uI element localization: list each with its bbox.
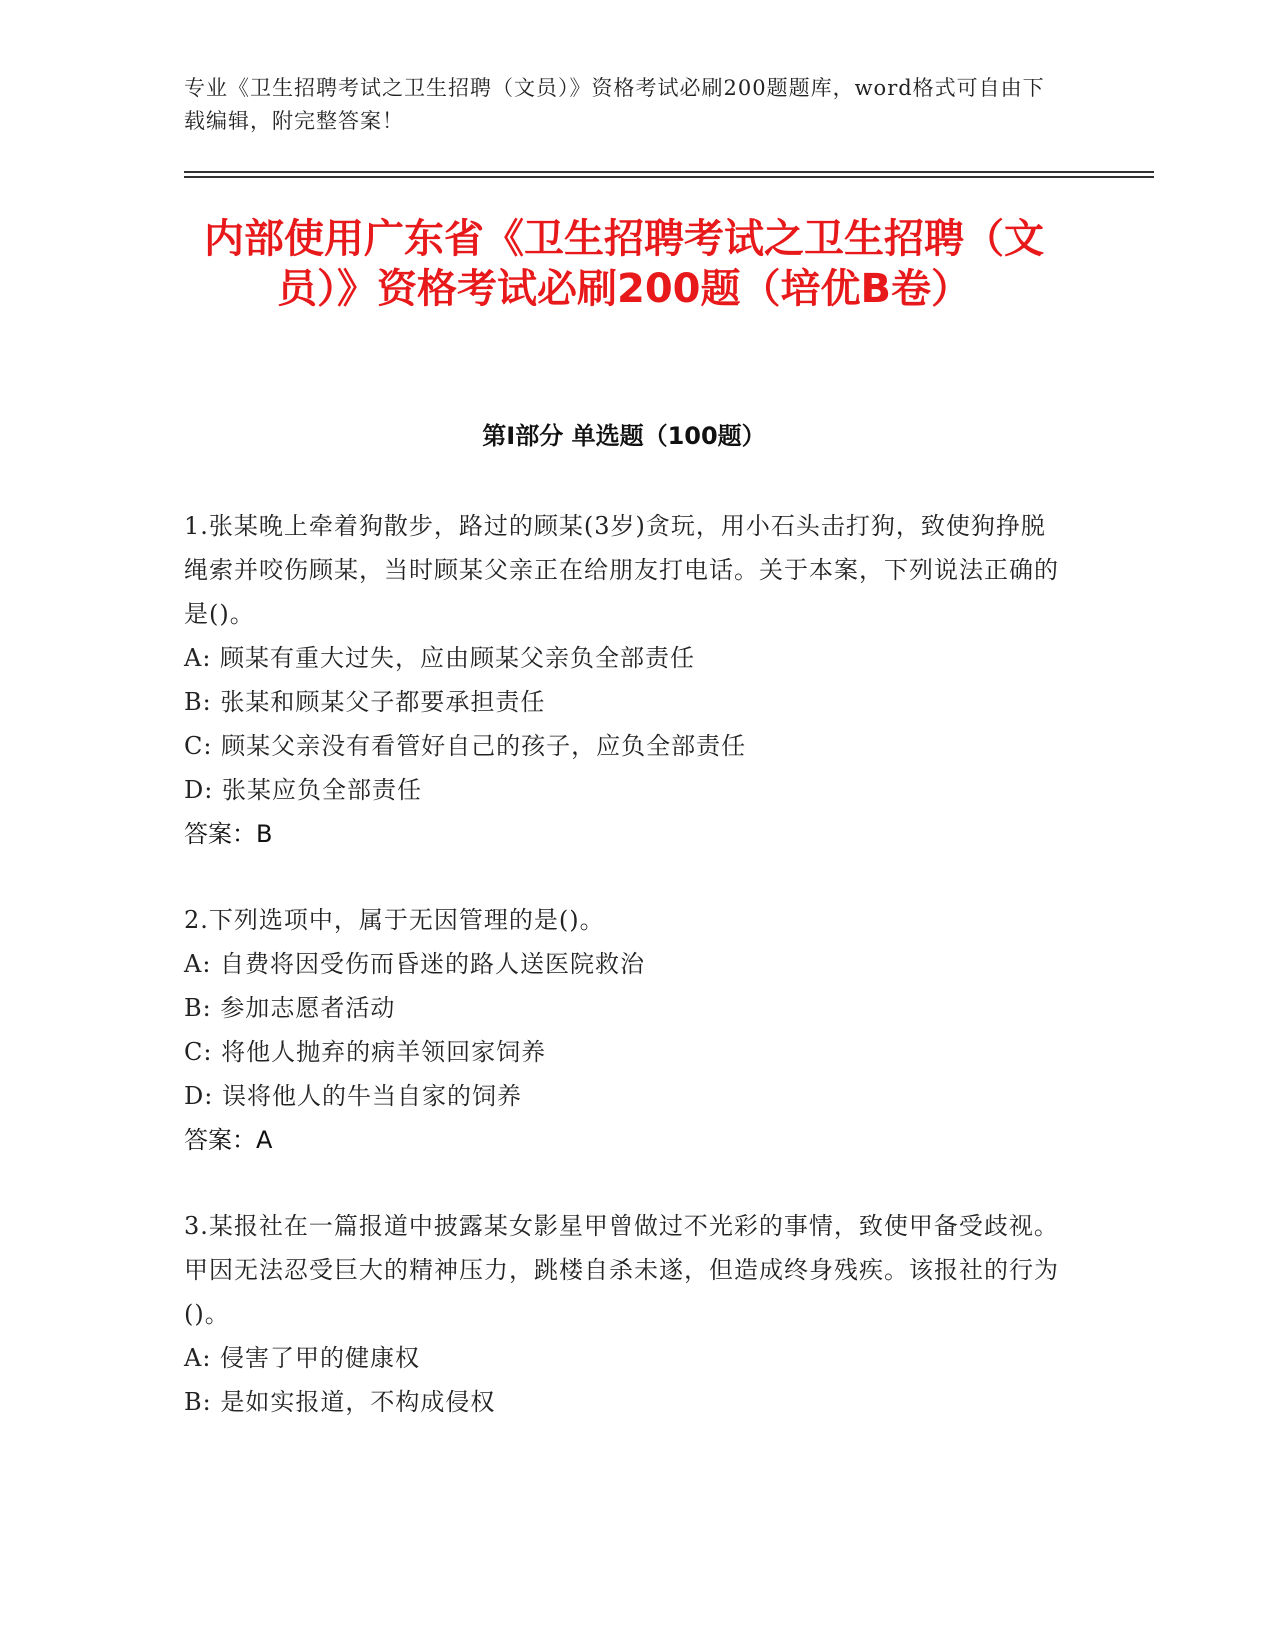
option-b: B: 张某和顾某父子都要承担责任 xyxy=(184,688,546,716)
option-d: D: 误将他人的牛当自家的饲养 xyxy=(184,1082,522,1110)
option-a: A: 自费将因受伤而昏迷的路人送医院救治 xyxy=(184,950,646,978)
option-a: A: 顾某有重大过失，应由顾某父亲负全部责任 xyxy=(184,644,696,672)
question-spacer xyxy=(184,856,1064,898)
option-c: C: 顾某父亲没有看管好自己的孩子，应负全部责任 xyxy=(184,732,747,760)
question-stem: 1.张某晚上牵着狗散步，路过的顾某(3岁)贪玩，用小石头击打狗，致使狗挣脱绳索并咬伤顾某，当时顾某父亲正在给朋友打电话。关于本案，下列说法正确的是()。 xyxy=(184,512,1059,628)
question-stem: 2.下列选项中，属于无因管理的是()。 xyxy=(184,906,605,934)
question-list xyxy=(184,504,1064,1424)
question-1 xyxy=(184,504,1064,856)
question-2 xyxy=(184,898,1064,1162)
document-title: 内部使用广东省《卫生招聘考试之卫生招聘（文员）》资格考试必刷200题（培优B卷） xyxy=(204,216,1044,312)
option-b: B: 参加志愿者活动 xyxy=(184,994,396,1022)
answer: 答案：B xyxy=(184,820,273,848)
header-divider-bottom xyxy=(184,176,1154,178)
option-d: D: 张某应负全部责任 xyxy=(184,776,422,804)
header-divider-top xyxy=(184,171,1154,173)
header-note: 专业《卫生招聘考试之卫生招聘（文员）》资格考试必刷200题题库，word格式可自由下载编辑，附完整答案！ xyxy=(184,76,1045,133)
question-spacer xyxy=(184,1162,1064,1204)
question-3 xyxy=(184,1204,1064,1424)
option-b: B: 是如实报道，不构成侵权 xyxy=(184,1388,496,1416)
option-a: A: 侵害了甲的健康权 xyxy=(184,1344,421,1372)
option-c: C: 将他人抛弃的病羊领回家饲养 xyxy=(184,1038,547,1066)
section-title: 第I部分 单选题（100题） xyxy=(482,422,766,450)
answer: 答案：A xyxy=(184,1126,273,1154)
question-stem: 3.某报社在一篇报道中披露某女影星甲曾做过不光彩的事情，致使甲备受歧视。甲因无法忍受巨大的精神压力，跳楼自杀未遂，但造成终身残疾。该报社的行为()。 xyxy=(184,1212,1059,1328)
